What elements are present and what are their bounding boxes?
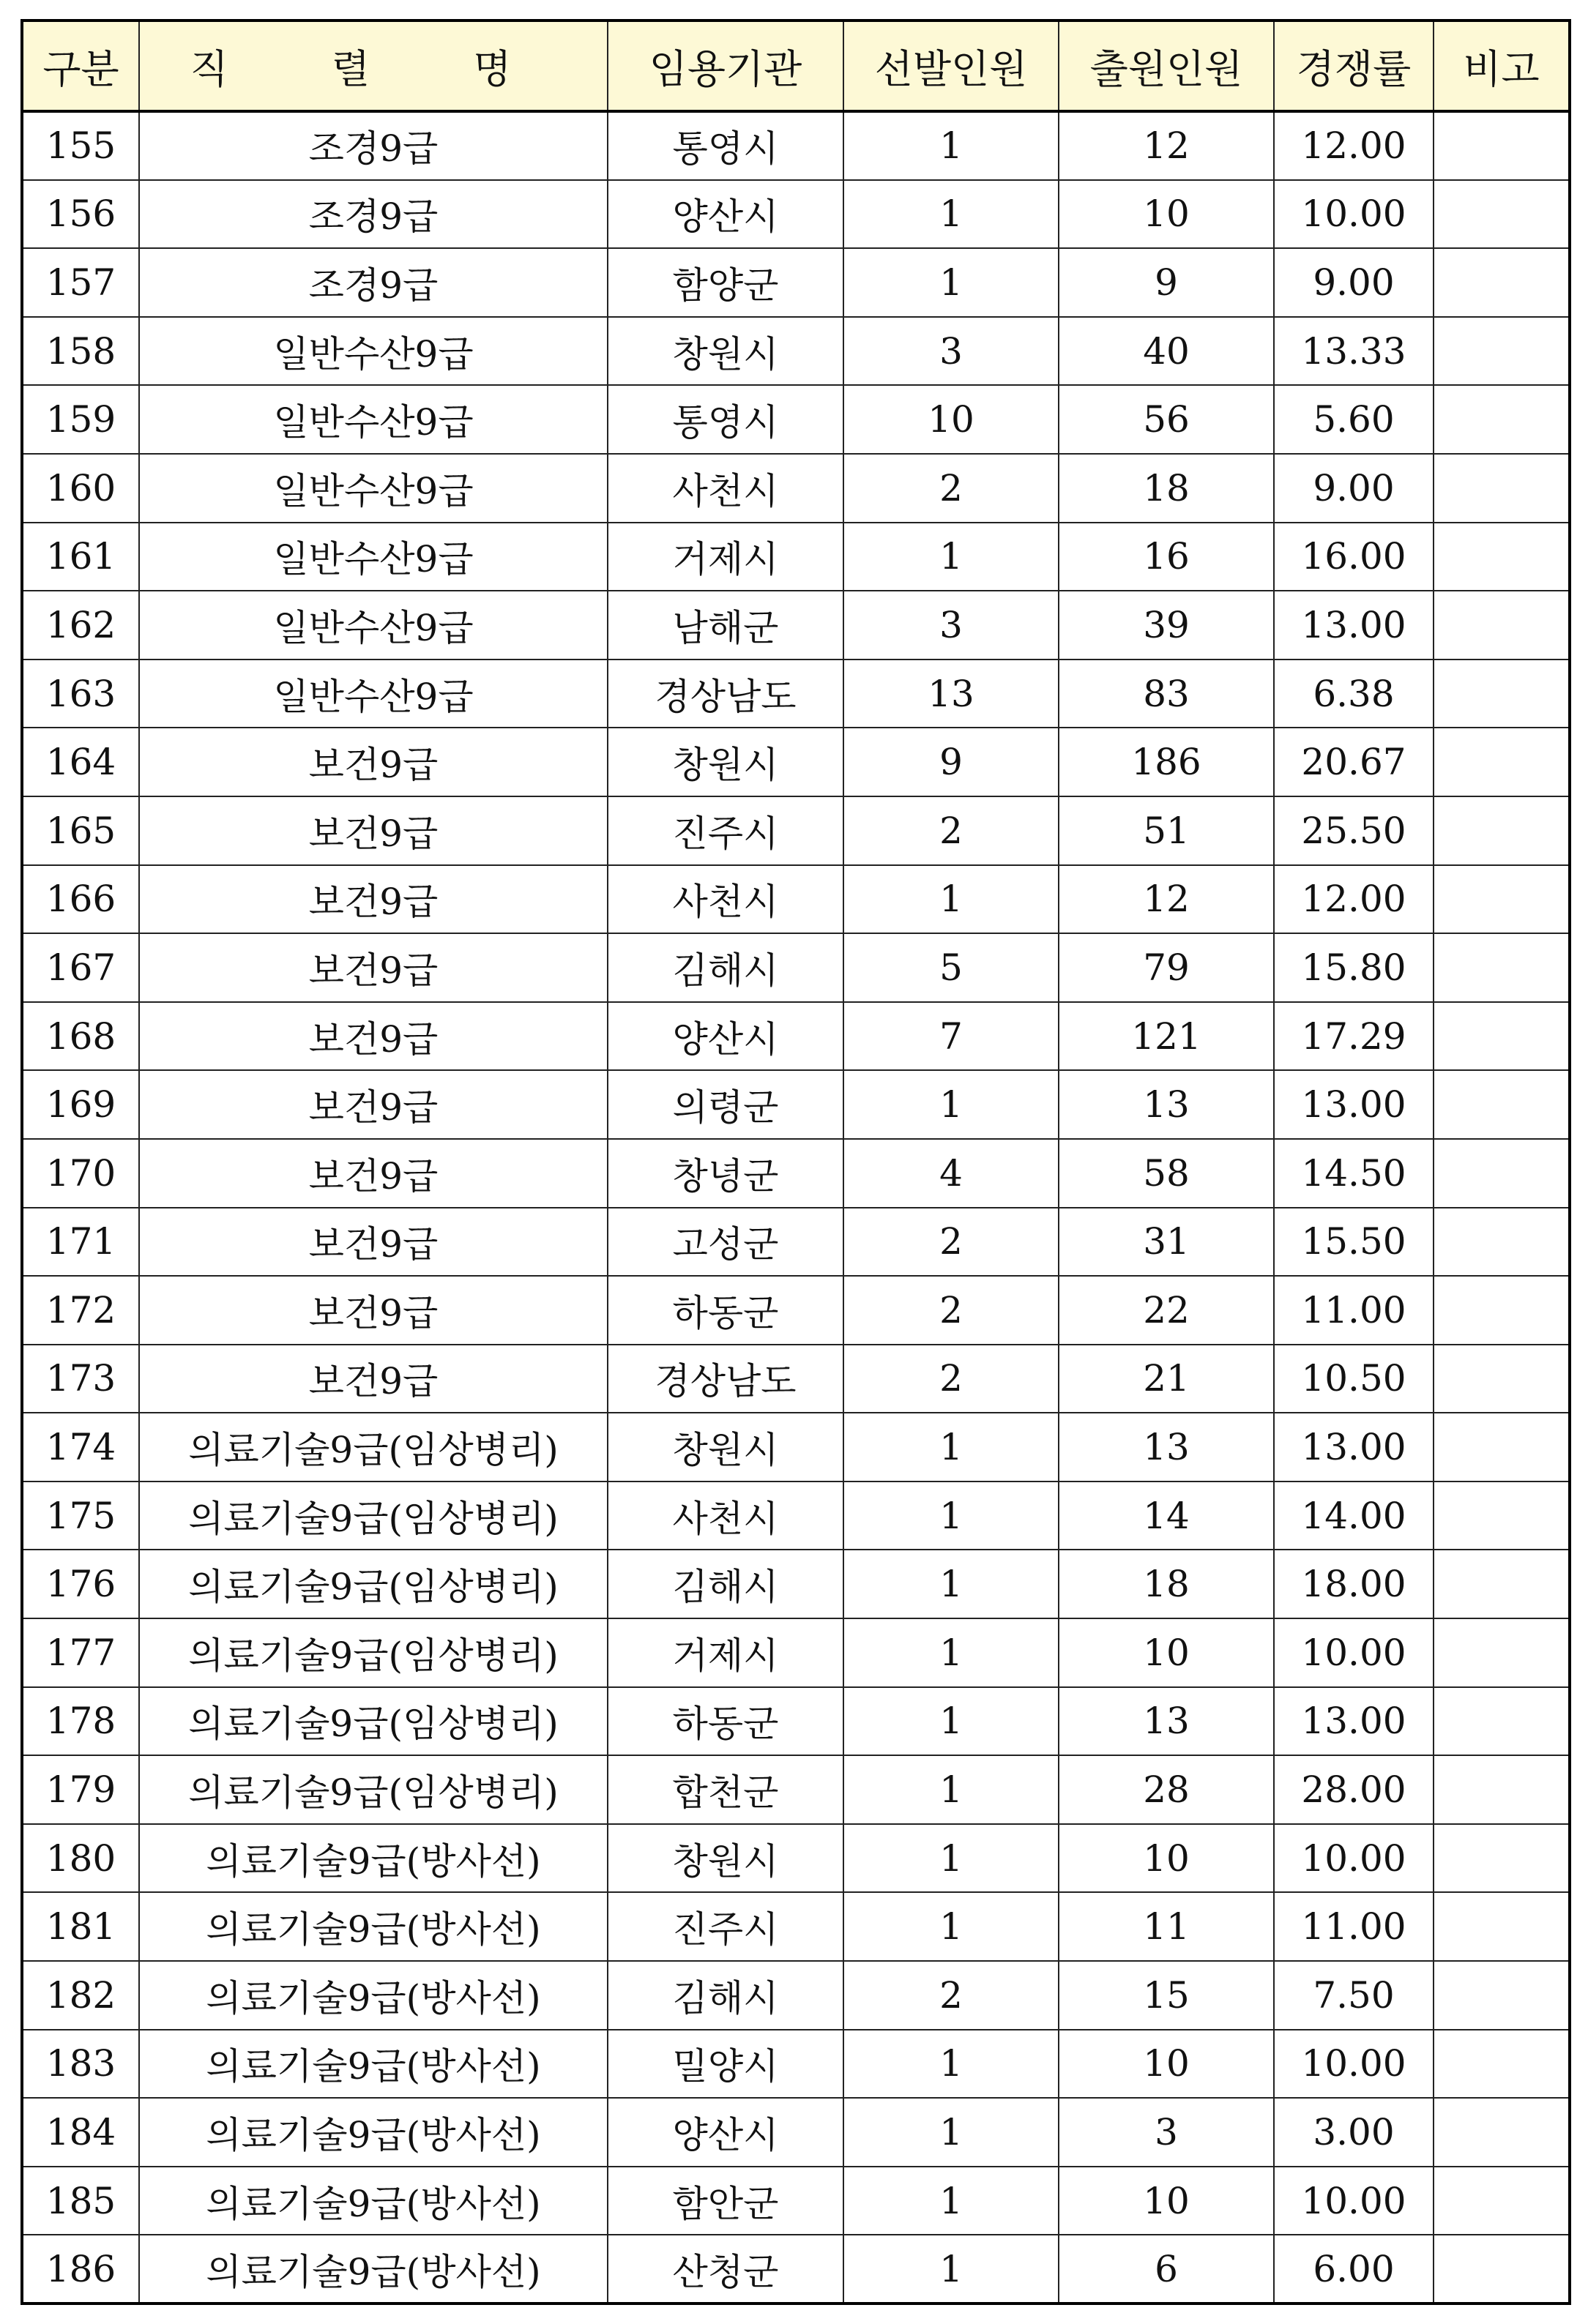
cell-applicant-count: 31 [1059,1208,1274,1277]
table-row [22,660,1570,728]
cell-category-number: 181 [22,1892,139,1961]
cell-selected-count: 3 [843,317,1059,386]
cell-applicant-count: 40 [1059,317,1274,386]
cell-category-number: 183 [22,2030,139,2099]
cell-selected-count: 1 [843,1482,1059,1550]
header-selected-count: 선발인원 [843,20,1059,111]
cell-appointing-agency: 합천군 [608,1755,843,1824]
cell-selected-count: 1 [843,2235,1059,2304]
table-row [22,248,1570,317]
cell-applicant-count: 10 [1059,2030,1274,2099]
cell-competition-ratio: 10.00 [1274,180,1434,249]
cell-remarks [1434,2030,1570,2099]
cell-appointing-agency: 양산시 [608,2098,843,2167]
cell-remarks [1434,1824,1570,1893]
cell-appointing-agency: 남해군 [608,591,843,660]
cell-applicant-count: 186 [1059,728,1274,796]
cell-series-name: 의료기술9급(임상병리) [139,1413,608,1482]
cell-series-name: 보건9급 [139,1208,608,1277]
cell-competition-ratio: 10.00 [1274,2167,1434,2235]
cell-selected-count: 1 [843,1824,1059,1893]
table-row [22,1824,1570,1893]
cell-series-name: 의료기술9급(임상병리) [139,1618,608,1687]
cell-selected-count: 1 [843,2098,1059,2167]
cell-appointing-agency: 고성군 [608,1208,843,1277]
applicant-ratio-table [20,19,1571,2305]
cell-series-name: 보건9급 [139,728,608,796]
table-row [22,1208,1570,1277]
cell-applicant-count: 10 [1059,1618,1274,1687]
cell-series-name: 의료기술9급(임상병리) [139,1550,608,1618]
cell-applicant-count: 39 [1059,591,1274,660]
cell-remarks [1434,1755,1570,1824]
cell-selected-count: 2 [843,1345,1059,1413]
cell-competition-ratio: 13.00 [1274,1687,1434,1756]
cell-applicant-count: 12 [1059,865,1274,934]
cell-series-name: 의료기술9급(방사선) [139,1824,608,1893]
cell-appointing-agency: 하동군 [608,1276,843,1345]
cell-category-number: 170 [22,1139,139,1208]
cell-series-name: 의료기술9급(임상병리) [139,1755,608,1824]
table-row [22,1276,1570,1345]
table-row [22,2167,1570,2235]
cell-selected-count: 1 [843,2167,1059,2235]
cell-remarks [1434,385,1570,454]
cell-series-name: 보건9급 [139,1002,608,1071]
cell-category-number: 171 [22,1208,139,1277]
cell-category-number: 155 [22,111,139,180]
cell-selected-count: 4 [843,1139,1059,1208]
cell-competition-ratio: 13.00 [1274,591,1434,660]
cell-applicant-count: 51 [1059,796,1274,865]
cell-appointing-agency: 사천시 [608,1482,843,1550]
cell-category-number: 173 [22,1345,139,1413]
cell-series-name: 의료기술9급(방사선) [139,2098,608,2167]
cell-remarks [1434,454,1570,523]
cell-remarks [1434,2098,1570,2167]
cell-appointing-agency: 양산시 [608,1002,843,1071]
cell-category-number: 178 [22,1687,139,1756]
cell-applicant-count: 10 [1059,180,1274,249]
cell-applicant-count: 9 [1059,248,1274,317]
table-row [22,1687,1570,1756]
cell-competition-ratio: 16.00 [1274,523,1434,591]
cell-applicant-count: 18 [1059,454,1274,523]
cell-series-name: 보건9급 [139,1139,608,1208]
cell-selected-count: 1 [843,1755,1059,1824]
cell-remarks [1434,1276,1570,1345]
cell-applicant-count: 121 [1059,1002,1274,1071]
cell-series-name: 의료기술9급(방사선) [139,2167,608,2235]
table-row [22,865,1570,934]
cell-series-name: 보건9급 [139,933,608,1002]
cell-series-name: 의료기술9급(방사선) [139,2030,608,2099]
table-row [22,2098,1570,2167]
header-appointing-agency: 임용기관 [608,20,843,111]
cell-remarks [1434,591,1570,660]
cell-remarks [1434,865,1570,934]
cell-appointing-agency: 통영시 [608,385,843,454]
cell-applicant-count: 13 [1059,1070,1274,1139]
cell-selected-count: 1 [843,111,1059,180]
table-row [22,111,1570,180]
cell-category-number: 186 [22,2235,139,2304]
header-applicant-count: 출원인원 [1059,20,1274,111]
cell-category-number: 174 [22,1413,139,1482]
cell-competition-ratio: 10.00 [1274,1618,1434,1687]
table-row [22,591,1570,660]
cell-series-name: 의료기술9급(방사선) [139,1892,608,1961]
cell-remarks [1434,1550,1570,1618]
cell-applicant-count: 79 [1059,933,1274,1002]
table-row [22,1892,1570,1961]
cell-category-number: 179 [22,1755,139,1824]
cell-appointing-agency: 밀양시 [608,2030,843,2099]
cell-category-number: 175 [22,1482,139,1550]
cell-selected-count: 1 [843,1070,1059,1139]
header-series-name: 직 렬 명 [139,20,608,111]
table-row [22,1070,1570,1139]
header-remarks: 비고 [1434,20,1570,111]
cell-selected-count: 2 [843,1276,1059,1345]
cell-competition-ratio: 12.00 [1274,111,1434,180]
cell-remarks [1434,1070,1570,1139]
table-row [22,1618,1570,1687]
cell-series-name: 보건9급 [139,796,608,865]
table-row [22,728,1570,796]
table-row [22,180,1570,249]
cell-applicant-count: 21 [1059,1345,1274,1413]
cell-series-name: 보건9급 [139,865,608,934]
cell-remarks [1434,728,1570,796]
cell-remarks [1434,180,1570,249]
cell-competition-ratio: 17.29 [1274,1002,1434,1071]
cell-competition-ratio: 10.00 [1274,1824,1434,1893]
cell-category-number: 157 [22,248,139,317]
table-row [22,1961,1570,2030]
cell-category-number: 165 [22,796,139,865]
cell-competition-ratio: 15.80 [1274,933,1434,1002]
cell-appointing-agency: 김해시 [608,1550,843,1618]
cell-series-name: 일반수산9급 [139,660,608,728]
cell-applicant-count: 11 [1059,1892,1274,1961]
table-row [22,523,1570,591]
cell-competition-ratio: 5.60 [1274,385,1434,454]
cell-category-number: 169 [22,1070,139,1139]
cell-appointing-agency: 진주시 [608,796,843,865]
cell-selected-count: 13 [843,660,1059,728]
cell-selected-count: 5 [843,933,1059,1002]
cell-appointing-agency: 창원시 [608,728,843,796]
table-row [22,1345,1570,1413]
cell-appointing-agency: 양산시 [608,180,843,249]
cell-competition-ratio: 10.50 [1274,1345,1434,1413]
cell-category-number: 158 [22,317,139,386]
cell-appointing-agency: 산청군 [608,2235,843,2304]
table-row [22,2030,1570,2099]
cell-appointing-agency: 사천시 [608,865,843,934]
cell-remarks [1434,111,1570,180]
cell-selected-count: 2 [843,796,1059,865]
cell-remarks [1434,1892,1570,1961]
cell-remarks [1434,1002,1570,1071]
cell-competition-ratio: 7.50 [1274,1961,1434,2030]
cell-series-name: 의료기술9급(방사선) [139,2235,608,2304]
cell-category-number: 163 [22,660,139,728]
cell-competition-ratio: 9.00 [1274,248,1434,317]
cell-competition-ratio: 14.00 [1274,1482,1434,1550]
cell-remarks [1434,1482,1570,1550]
cell-category-number: 180 [22,1824,139,1893]
cell-appointing-agency: 의령군 [608,1070,843,1139]
cell-category-number: 172 [22,1276,139,1345]
cell-applicant-count: 28 [1059,1755,1274,1824]
cell-remarks [1434,248,1570,317]
cell-remarks [1434,317,1570,386]
cell-competition-ratio: 6.00 [1274,2235,1434,2304]
cell-series-name: 의료기술9급(임상병리) [139,1687,608,1756]
cell-appointing-agency: 창녕군 [608,1139,843,1208]
header-category: 구분 [22,20,139,111]
cell-applicant-count: 58 [1059,1139,1274,1208]
cell-series-name: 보건9급 [139,1276,608,1345]
cell-series-name: 일반수산9급 [139,317,608,386]
cell-applicant-count: 15 [1059,1961,1274,2030]
cell-selected-count: 2 [843,1961,1059,2030]
cell-appointing-agency: 하동군 [608,1687,843,1756]
table-row [22,933,1570,1002]
cell-selected-count: 1 [843,523,1059,591]
cell-remarks [1434,1687,1570,1756]
cell-remarks [1434,2167,1570,2235]
cell-category-number: 156 [22,180,139,249]
table-row [22,1002,1570,1071]
cell-remarks [1434,796,1570,865]
cell-selected-count: 1 [843,180,1059,249]
cell-selected-count: 1 [843,1892,1059,1961]
cell-series-name: 일반수산9급 [139,591,608,660]
cell-selected-count: 1 [843,1618,1059,1687]
cell-selected-count: 7 [843,1002,1059,1071]
cell-competition-ratio: 6.38 [1274,660,1434,728]
cell-applicant-count: 83 [1059,660,1274,728]
table-header-row [22,20,1570,111]
cell-appointing-agency: 사천시 [608,454,843,523]
document-page [20,19,1568,2305]
cell-selected-count: 3 [843,591,1059,660]
cell-competition-ratio: 20.67 [1274,728,1434,796]
cell-remarks [1434,933,1570,1002]
table-row [22,1413,1570,1482]
table-row [22,1755,1570,1824]
cell-appointing-agency: 함양군 [608,248,843,317]
cell-remarks [1434,1208,1570,1277]
cell-category-number: 184 [22,2098,139,2167]
cell-applicant-count: 16 [1059,523,1274,591]
cell-appointing-agency: 거제시 [608,523,843,591]
cell-appointing-agency: 창원시 [608,1413,843,1482]
cell-competition-ratio: 13.33 [1274,317,1434,386]
cell-selected-count: 2 [843,1208,1059,1277]
cell-competition-ratio: 18.00 [1274,1550,1434,1618]
cell-remarks [1434,1139,1570,1208]
table-row [22,1550,1570,1618]
cell-competition-ratio: 14.50 [1274,1139,1434,1208]
cell-appointing-agency: 창원시 [608,1824,843,1893]
cell-competition-ratio: 12.00 [1274,865,1434,934]
cell-category-number: 182 [22,1961,139,2030]
cell-competition-ratio: 13.00 [1274,1413,1434,1482]
cell-applicant-count: 10 [1059,1824,1274,1893]
cell-appointing-agency: 진주시 [608,1892,843,1961]
table-row [22,317,1570,386]
cell-competition-ratio: 28.00 [1274,1755,1434,1824]
cell-category-number: 159 [22,385,139,454]
cell-competition-ratio: 13.00 [1274,1070,1434,1139]
cell-competition-ratio: 11.00 [1274,1892,1434,1961]
table-row [22,385,1570,454]
table-row [22,454,1570,523]
cell-selected-count: 2 [843,454,1059,523]
header-competition-ratio: 경쟁률 [1274,20,1434,111]
cell-series-name: 조경9급 [139,180,608,249]
cell-selected-count: 10 [843,385,1059,454]
cell-competition-ratio: 3.00 [1274,2098,1434,2167]
cell-applicant-count: 56 [1059,385,1274,454]
cell-applicant-count: 6 [1059,2235,1274,2304]
cell-series-name: 조경9급 [139,111,608,180]
cell-category-number: 167 [22,933,139,1002]
cell-remarks [1434,2235,1570,2304]
cell-category-number: 168 [22,1002,139,1071]
cell-remarks [1434,523,1570,591]
cell-applicant-count: 22 [1059,1276,1274,1345]
cell-applicant-count: 3 [1059,2098,1274,2167]
cell-series-name: 일반수산9급 [139,385,608,454]
cell-competition-ratio: 25.50 [1274,796,1434,865]
cell-competition-ratio: 9.00 [1274,454,1434,523]
table-body [22,111,1570,2304]
cell-applicant-count: 13 [1059,1687,1274,1756]
cell-series-name: 보건9급 [139,1345,608,1413]
cell-competition-ratio: 10.00 [1274,2030,1434,2099]
cell-category-number: 162 [22,591,139,660]
table-row [22,2235,1570,2304]
cell-appointing-agency: 함안군 [608,2167,843,2235]
cell-category-number: 160 [22,454,139,523]
cell-selected-count: 9 [843,728,1059,796]
cell-category-number: 161 [22,523,139,591]
cell-remarks [1434,1618,1570,1687]
cell-appointing-agency: 김해시 [608,1961,843,2030]
cell-appointing-agency: 경상남도 [608,660,843,728]
cell-category-number: 164 [22,728,139,796]
cell-remarks [1434,1345,1570,1413]
cell-applicant-count: 18 [1059,1550,1274,1618]
cell-category-number: 177 [22,1618,139,1687]
cell-selected-count: 1 [843,1413,1059,1482]
cell-selected-count: 1 [843,248,1059,317]
cell-remarks [1434,660,1570,728]
cell-selected-count: 1 [843,2030,1059,2099]
table-row [22,796,1570,865]
cell-remarks [1434,1413,1570,1482]
cell-series-name: 일반수산9급 [139,523,608,591]
cell-series-name: 일반수산9급 [139,454,608,523]
cell-applicant-count: 12 [1059,111,1274,180]
cell-competition-ratio: 15.50 [1274,1208,1434,1277]
cell-competition-ratio: 11.00 [1274,1276,1434,1345]
table-row [22,1139,1570,1208]
cell-series-name: 의료기술9급(방사선) [139,1961,608,2030]
cell-category-number: 176 [22,1550,139,1618]
cell-series-name: 보건9급 [139,1070,608,1139]
cell-applicant-count: 14 [1059,1482,1274,1550]
cell-appointing-agency: 거제시 [608,1618,843,1687]
cell-series-name: 조경9급 [139,248,608,317]
cell-selected-count: 1 [843,1687,1059,1756]
cell-category-number: 185 [22,2167,139,2235]
cell-remarks [1434,1961,1570,2030]
table-row [22,1482,1570,1550]
cell-selected-count: 1 [843,865,1059,934]
cell-appointing-agency: 김해시 [608,933,843,1002]
cell-applicant-count: 13 [1059,1413,1274,1482]
cell-appointing-agency: 창원시 [608,317,843,386]
cell-selected-count: 1 [843,1550,1059,1618]
cell-series-name: 의료기술9급(임상병리) [139,1482,608,1550]
cell-category-number: 166 [22,865,139,934]
cell-applicant-count: 10 [1059,2167,1274,2235]
cell-appointing-agency: 통영시 [608,111,843,180]
cell-appointing-agency: 경상남도 [608,1345,843,1413]
